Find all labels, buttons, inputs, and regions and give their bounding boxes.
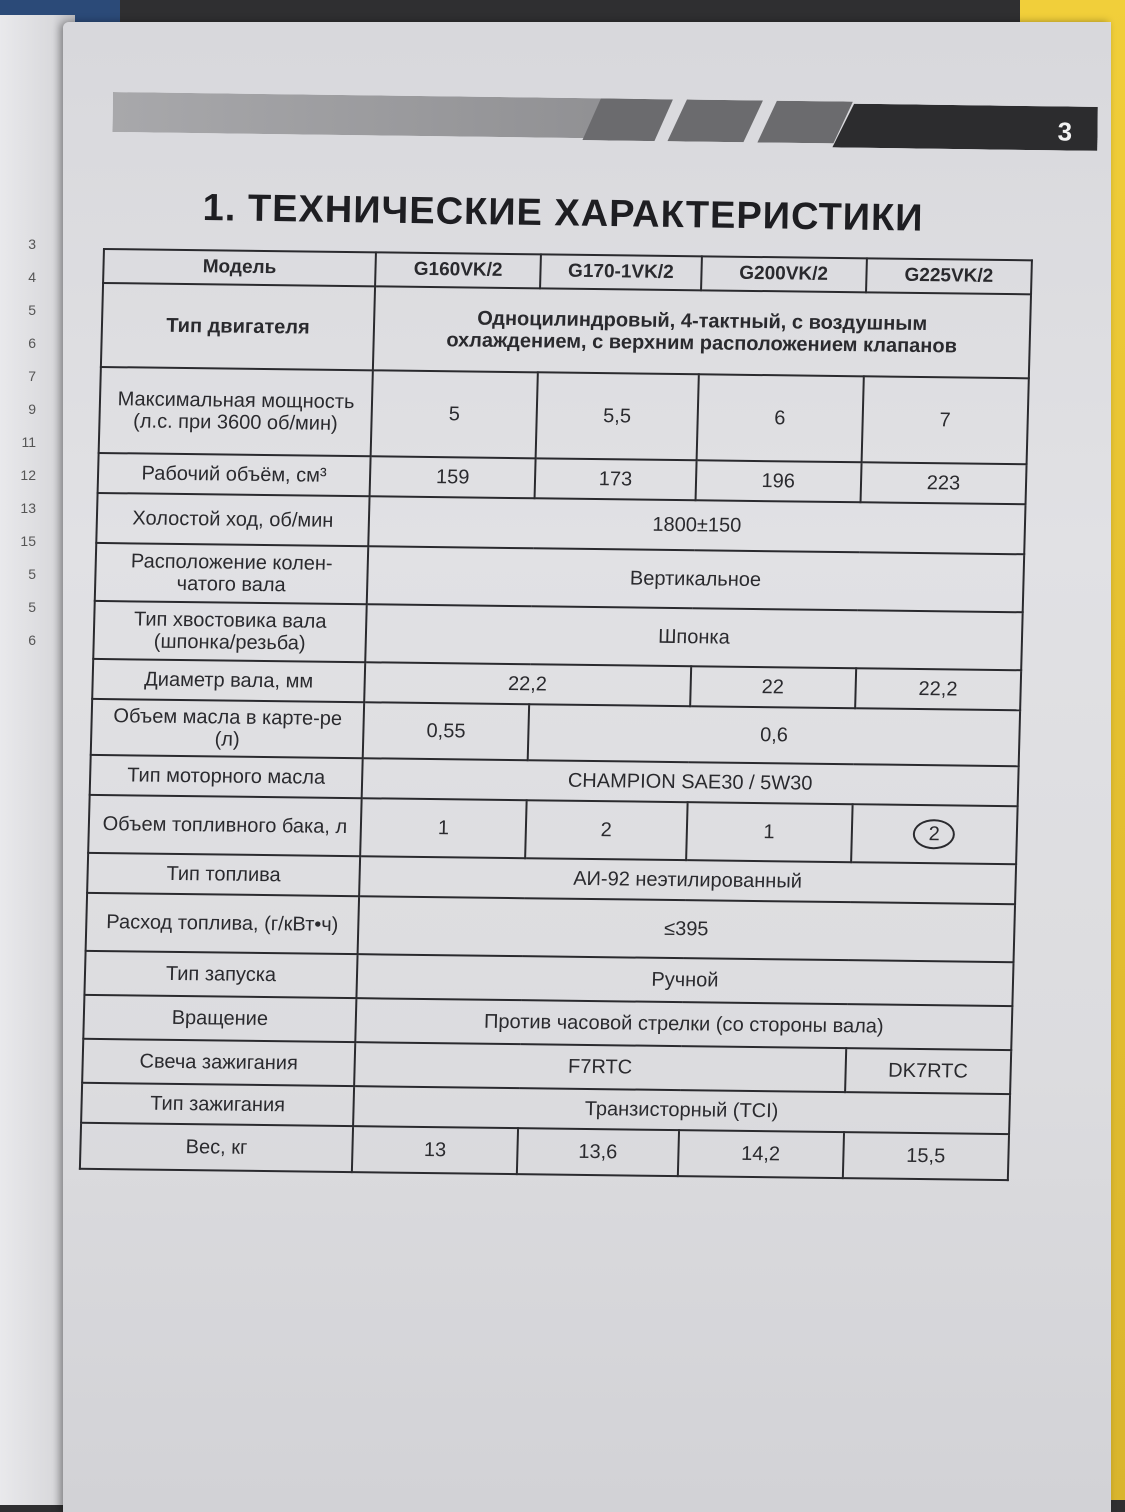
row-label: Холостой ход, об/мин	[96, 493, 369, 546]
handwritten-circle: 2	[913, 819, 956, 850]
header-band	[112, 92, 1073, 152]
table-row	[99, 367, 1029, 464]
header-band-stripe	[667, 99, 763, 142]
header-band-grey	[112, 92, 632, 139]
cell-value: 196	[695, 460, 861, 502]
row-label: Объем масла в карте-ре (л)	[91, 699, 364, 758]
manual-page	[63, 22, 1111, 1512]
cell-value: 13	[352, 1126, 518, 1174]
prev-page-number: 12	[20, 467, 36, 483]
prev-page-number: 4	[28, 269, 36, 285]
prev-page-number: 5	[28, 302, 36, 318]
cell-value: Вертикальное	[367, 546, 1024, 612]
spec-table	[79, 248, 1033, 1181]
cell-value: 1	[686, 802, 853, 862]
row-label: Расположение колен-чатого вала	[95, 543, 368, 604]
prev-page-number: 9	[28, 401, 36, 417]
row-label: Тип моторного масла	[90, 755, 363, 798]
row-label: Максимальная мощность (л.с. при 3600 об/мин)	[99, 367, 373, 456]
row-label: Объем топливного бака, л	[88, 795, 361, 856]
cell-value: CHAMPION SAE30 / 5W30	[362, 758, 1019, 806]
cell-value: 6	[696, 374, 863, 462]
prev-page-number: 6	[28, 335, 36, 351]
page-number: 3	[1057, 116, 1073, 147]
cell-value: Против часовой стрелки (со стороны вала)	[355, 998, 1012, 1050]
cell-value: ≤395	[358, 896, 1015, 962]
cell-value: АИ-92 неэтилированный	[359, 856, 1016, 904]
row-label: Расход топлива, (г/кВт•ч)	[86, 893, 359, 954]
row-label: Свеча зажигания	[82, 1039, 355, 1086]
cell-value: Шпонка	[365, 604, 1022, 670]
cell-value-circled	[851, 804, 1018, 864]
prev-page-number: 3	[28, 236, 36, 252]
row-label: Тип двигателя	[101, 283, 375, 370]
table-row	[101, 283, 1031, 378]
row-label: Модель	[103, 249, 376, 286]
model-header: G170-1VK/2	[540, 254, 701, 290]
cell-value: 1800±150	[368, 496, 1025, 554]
cell-value: 13,6	[517, 1128, 679, 1176]
model-header: G200VK/2	[701, 256, 867, 292]
cell-value: 22,2	[855, 668, 1021, 710]
cell-value: Одноцилиндровый, 4-тактный, с воздушным охлаждением, с верхним расположением клапанов	[373, 286, 1031, 378]
cell-value: 1	[360, 798, 527, 858]
row-label: Тип зажигания	[81, 1083, 354, 1126]
row-label: Рабочий объём, см³	[98, 453, 371, 496]
cell-value: 15,5	[843, 1132, 1009, 1180]
cell-value: DK7RTC	[845, 1048, 1011, 1094]
prev-page-number: 5	[28, 599, 36, 615]
cell-value: 5	[371, 370, 538, 458]
cell-value: Ручной	[356, 954, 1013, 1006]
row-label: Тип топлива	[87, 853, 360, 896]
cell-value: 223	[860, 462, 1026, 504]
row-label: Вращение	[83, 995, 356, 1042]
row-label: Диаметр вала, мм	[92, 659, 365, 702]
cell-value: F7RTC	[354, 1042, 846, 1092]
cell-value: 7	[861, 376, 1028, 464]
cell-value: 5,5	[536, 372, 699, 460]
cell-value: 22,2	[364, 662, 691, 706]
prev-page-number: 15	[20, 533, 36, 549]
cell-value: 159	[370, 456, 536, 498]
row-label: Тип запуска	[84, 951, 357, 998]
model-header: G225VK/2	[866, 258, 1032, 294]
row-label: Вес, кг	[80, 1123, 353, 1172]
prev-page-number: 11	[21, 434, 36, 450]
prev-page-number: 13	[20, 500, 36, 516]
cell-value: Транзисторный (TCI)	[353, 1086, 1010, 1134]
cell-value: 2	[525, 800, 687, 860]
cell-value: 173	[535, 458, 696, 500]
row-label: Тип хвостовика вала (шпонка/резьба)	[93, 601, 366, 662]
cell-value: 22	[690, 666, 856, 708]
page-title: 1. ТЕХНИЧЕСКИЕ ХАРАКТЕРИСТИКИ	[202, 187, 924, 240]
prev-page-number: 7	[28, 368, 36, 384]
cell-value: 0,6	[528, 704, 1020, 766]
previous-page-numbers	[0, 237, 36, 666]
prev-page-number: 6	[28, 632, 36, 648]
prev-page-number: 5	[28, 566, 36, 582]
model-header: G160VK/2	[375, 252, 541, 288]
cell-value: 14,2	[677, 1130, 843, 1178]
cell-value: 0,55	[363, 702, 530, 760]
